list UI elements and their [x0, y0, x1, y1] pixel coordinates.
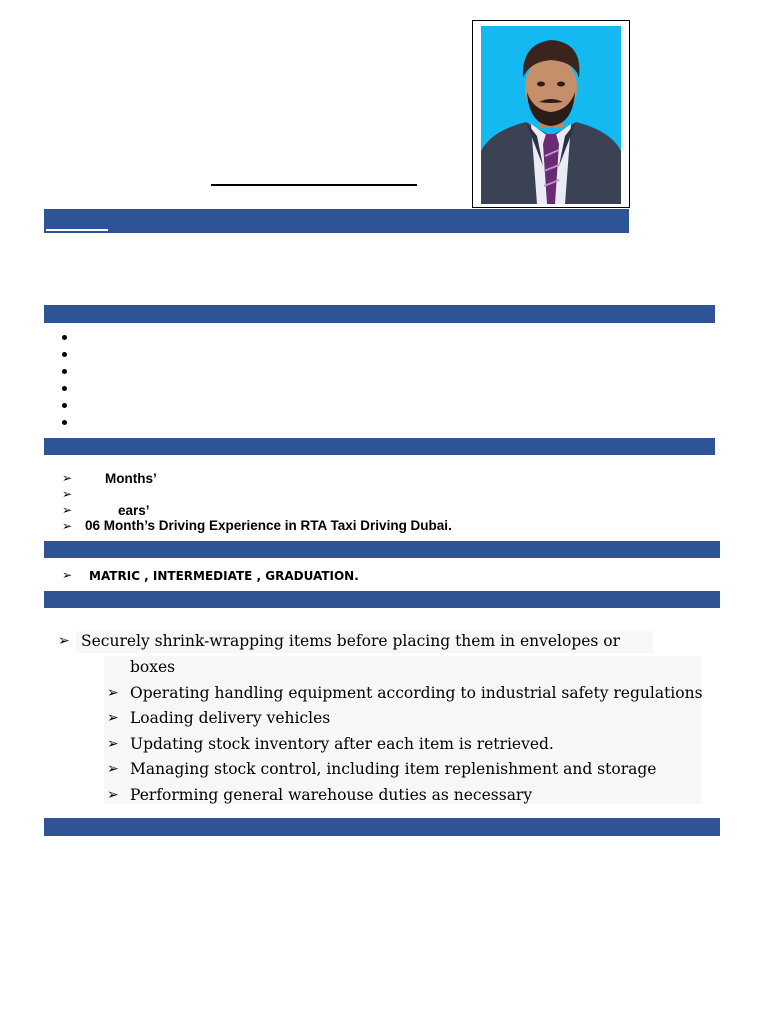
arrow-bullet-icon: ➢ — [107, 685, 119, 701]
experience-item: Months’ — [105, 471, 157, 486]
duty-item: Operating handling equipment according to industrial safety regulations — [130, 684, 703, 702]
duty-item: Updating stock inventory after each item is retrieved. — [130, 735, 554, 753]
education-item: MATRIC , INTERMEDIATE , GRADUATION. — [89, 569, 359, 583]
list-item-bullet — [62, 369, 67, 374]
arrow-bullet-icon: ➢ — [62, 519, 73, 533]
profile-photo — [481, 26, 621, 204]
arrow-bullet-icon: ➢ — [62, 503, 73, 517]
profile-photo-frame — [472, 20, 630, 208]
duty-item-continued: boxes — [130, 658, 176, 676]
list-item-bullet — [62, 420, 67, 425]
arrow-bullet-icon: ➢ — [62, 568, 73, 582]
list-item-bullet — [62, 335, 67, 340]
arrow-bullet-icon: ➢ — [62, 471, 73, 485]
name-underline — [211, 184, 417, 186]
arrow-bullet-icon: ➢ — [107, 710, 119, 726]
arrow-bullet-icon: ➢ — [107, 787, 119, 803]
person-portrait-icon — [481, 26, 621, 204]
arrow-bullet-icon: ➢ — [62, 487, 73, 501]
section-bar-profile — [44, 209, 629, 233]
section-bar-experience — [44, 438, 715, 455]
list-item-bullet — [62, 386, 67, 391]
section-bar-education — [44, 541, 720, 558]
duties-highlight — [104, 656, 702, 804]
arrow-bullet-icon: ➢ — [107, 736, 119, 752]
list-item-bullet — [62, 403, 67, 408]
section-bar-footer — [44, 818, 720, 836]
experience-item: ears’ — [118, 503, 150, 518]
section-bar-duties — [44, 591, 720, 608]
duty-item: Loading delivery vehicles — [130, 709, 331, 727]
arrow-bullet-icon: ➢ — [107, 761, 119, 777]
duty-item: Securely shrink-wrapping items before placing them in envelopes or — [81, 632, 621, 650]
arrow-bullet-icon: ➢ — [58, 633, 70, 649]
section-bar-underline — [46, 229, 108, 231]
duty-item: Performing general warehouse duties as necessary — [130, 786, 533, 804]
section-bar-skills — [44, 305, 715, 323]
experience-item: 06 Month’s Driving Experience in RTA Taxi Driving Dubai. — [85, 518, 452, 533]
list-item-bullet — [62, 352, 67, 357]
duty-item: Managing stock control, including item replenishment and storage — [130, 760, 657, 778]
